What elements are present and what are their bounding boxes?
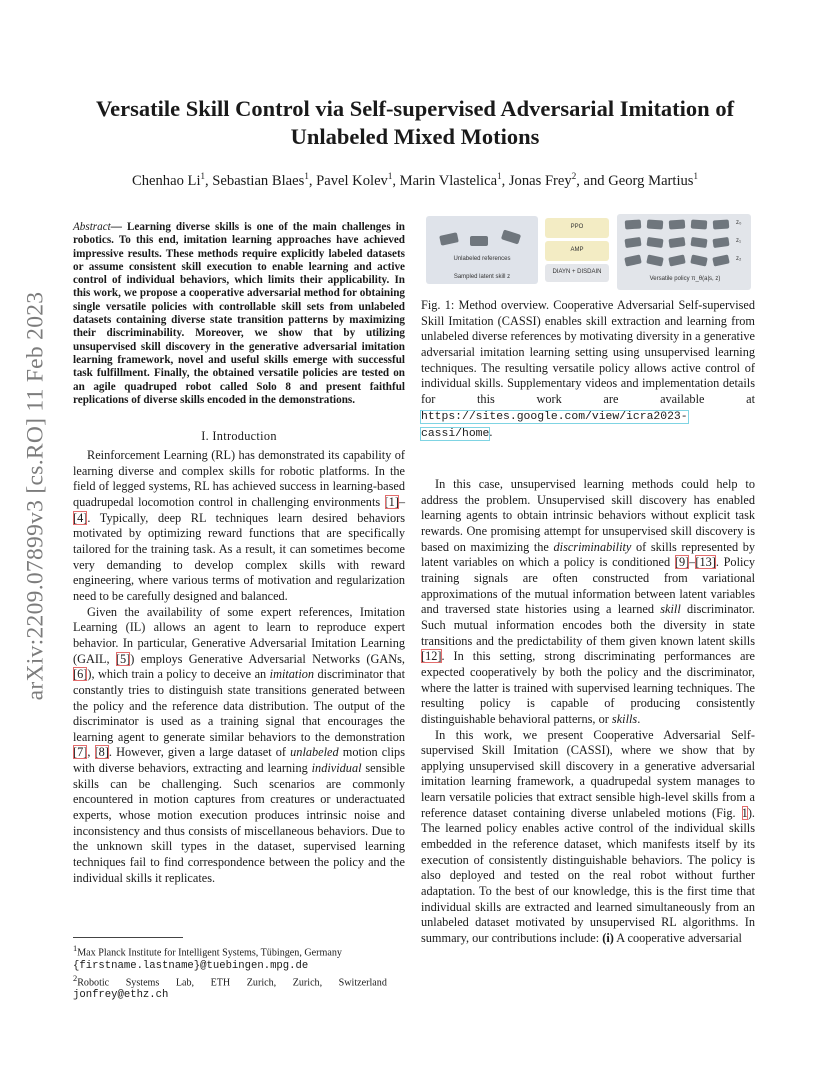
figure-ppo-box	[545, 218, 609, 238]
supplementary-url-link[interactable]: https://sites.google.com/view/icra2023-cassi/home	[421, 410, 688, 441]
figure-caption	[421, 298, 755, 443]
emphasis-text: individual	[311, 761, 362, 776]
footnotes	[73, 943, 405, 1002]
citation-link[interactable]: [12]	[421, 649, 442, 664]
paragraph-text: –	[398, 494, 405, 509]
robot-icon	[691, 219, 708, 229]
paragraph-text: ,	[87, 745, 95, 760]
figure-amp-box	[545, 241, 609, 261]
abstract-text: — Learning diverse skills is one of the main challenges in robotics. To this end, imitation learning approaches have achieved impressive results. These methods require explicitly labeled datasets or assume consistent skill execution to enable learning and active control of individual behaviors, which limits their applicability. In this work, we propose a cooperative adversarial method for obtaining single versatile policies with controllable skill sets from unlabeled datasets containing diverse state transition patterns by maximizing their discriminability. Moreover, we show that by utilizing unsupervised skill discovery in the generative adversarial imitation learning framework, novel and useful skills emerge with successful task fulfillment. Finally, the obtained versatile policies are tested on an agile quadruped robot called Solo 8 and present faithful replications of diverse skills encoded in the demonstrations.	[73, 221, 405, 406]
author-affiliation-mark: 1	[304, 171, 309, 181]
emphasis-text: skill	[660, 602, 681, 617]
paragraph-text: A cooperative adversarial	[613, 931, 742, 946]
robot-icon	[647, 219, 664, 229]
footnote-2-mark: 2	[73, 973, 78, 983]
author-affiliation-mark: 1	[387, 171, 393, 181]
author-affiliation-mark: 2	[571, 171, 577, 181]
paragraph-text: Reinforcement Learning (RL) has demonstrated its capability of learning diverse and complex skills for robotic platforms. In the field of legged systems, RL has achieved success in learning-based quadrupedal locomotion control in challenging environments	[73, 448, 405, 509]
citation-link[interactable]: [4]	[73, 510, 88, 525]
robot-icon	[470, 236, 488, 246]
paragraph-text: . However, given a large dataset of	[108, 745, 291, 760]
body-paragraph	[421, 477, 755, 728]
paragraph-text: –	[689, 555, 696, 570]
footnote-1-affiliation: Max Planck Institute for Intelligent Systems, Tübingen, Germany	[77, 947, 342, 959]
right-column-body	[421, 477, 755, 947]
paragraph-text: . Typically, deep RL techniques learn desired behaviors motivated by optimizing reward functions that are specifically tailored for the training task. As a result, it can sometimes become very demanding to develop complex skills with reward engineering, where various terms of motivation and regularization need to be carefully designed and balanced.	[73, 510, 405, 603]
emphasis-text: skills	[611, 711, 638, 726]
citation-link[interactable]: [5]	[115, 651, 131, 666]
paragraph-text: sensible skills can be challenging. Such scenarios are commonly encountered in motion captures from creatures or underactuated experts, whose motion execution produces intrinsic noise and inconsistency and thus consists of miscellaneous behaviors. Due to the unknown skill types in the dataset, supervised learning techniques fail to find correspondence between the policy and the individual skills it replicates.	[73, 761, 405, 885]
paragraph-text: ) employs Generative Adversarial Networks (GANs,	[130, 651, 405, 666]
emphasis-text: imitation	[269, 667, 315, 682]
paragraph-text: ), which train a policy to deceive an	[87, 667, 270, 682]
figure-diayn-box	[545, 264, 609, 282]
arxiv-identifier: arXiv:2209.07899v3 [cs.RO] 11 Feb 2023	[22, 291, 49, 701]
abstract-lead: Abstract	[73, 221, 111, 233]
citation-link[interactable]: 1	[741, 805, 748, 820]
robot-icon	[690, 237, 707, 248]
robot-icon	[668, 237, 685, 248]
figure-label-policy: Versatile policy π_θ(a|s, z)	[649, 276, 721, 282]
paragraph-text: . In this setting, strong discriminating performances are expected cooperatively by both the policy and the discriminator, where the latter is trained with supervised learning techniques. The resulting policy is capable of producing consistently distinguishable behavioral patterns, or	[421, 649, 755, 726]
robot-icon	[624, 237, 641, 248]
robot-icon	[646, 237, 663, 248]
arxiv-stamp	[10, 286, 62, 706]
robot-icon	[669, 219, 686, 229]
figure-label-amp: AMP	[570, 247, 584, 253]
author-affiliation-mark: 1	[200, 171, 205, 181]
section-heading-introduction: I. Introduction	[201, 429, 277, 443]
author-name: Sebastian Blaes	[212, 172, 305, 189]
robot-icon	[712, 254, 730, 266]
footnote-2	[73, 973, 405, 1002]
paragraph-text: .	[489, 425, 493, 440]
footnote-1-email: {firstname.lastname}@tuebingen.mpg.de	[73, 959, 309, 972]
footnote-2-affiliation: Robotic Systems Lab, ETH Zurich, Zurich, Switzerland	[77, 977, 387, 989]
paragraph-text: In this work, we present Cooperative Adversarial Self-supervised Skill Imitation (CASSI), where we show that by applying unsupervised skill discovery in a generative adversarial imitation learning framework, a quadrupedal system manages to learn versatile policies that extract sensible high-level skills from a reference dataset containing diverse unlabeled motions (Fig.	[421, 727, 755, 820]
emphasis-text: unlabeled	[290, 745, 339, 760]
robot-icon	[668, 254, 686, 266]
robot-icon	[690, 254, 708, 266]
footnote-2-email: jonfrey@ethz.ch	[73, 989, 169, 1002]
robot-icon	[624, 254, 642, 266]
paragraph-text: Given the availability of some expert references, Imitation Learning (IL) allows an agent to learn to reproduce expert behavior. In particular, Generative Adversarial Imitation Learning (GAIL,	[73, 604, 405, 666]
citation-link[interactable]: [13]	[695, 555, 716, 570]
robot-icon	[712, 237, 729, 248]
author-name: Chenhao Li	[132, 172, 201, 189]
abstract	[73, 221, 405, 407]
author-affiliation-mark: 1	[497, 171, 502, 181]
footnote-1	[73, 943, 405, 972]
strong-text: (i)	[602, 931, 614, 946]
body-paragraph	[73, 605, 405, 887]
author-name: Georg Martius	[608, 172, 694, 189]
citation-link[interactable]: [7]	[73, 745, 88, 760]
figure-method-overview	[421, 210, 755, 292]
author-affiliation-mark: 1	[693, 171, 698, 181]
paragraph-text: discriminator. Such mutual information encodes both the diversity in state transitions and the predictability of them given known latent skills	[421, 602, 755, 648]
robot-icon	[646, 254, 664, 266]
author-name: Jonas Frey	[508, 172, 572, 189]
paper-title: Versatile Skill Control via Self-supervised Adversarial Imitation of Unlabeled Mixed Motions	[95, 96, 735, 149]
footnote-1-mark: 1	[73, 944, 78, 953]
robot-icon	[625, 219, 642, 229]
figure-label-ppo: PPO	[570, 224, 584, 230]
paragraph-text: . Policy training signals are often constructed from variational approximations of the mutual information between latent variables and traversed state histories using a learned	[421, 555, 756, 617]
paragraph-text: In this case, unsupervised learning methods could help to address the problem. Unsupervised skill discovery has enabled learning agents to obtain intrinsic behaviors without explicit task rewards. One promising attempt for unsupervised skill discovery is based on maximizing the	[421, 477, 755, 554]
citation-link[interactable]: [9]	[674, 555, 690, 570]
author-name: Pavel Kolev	[316, 172, 388, 189]
paragraph-text: ). The learned policy enables active control of the individual skills embedded in the reference dataset, which manifests itself by its execution of consistently distinguishable behaviors. The policy is also deployed and tested on the real robot without further adaptation. To the best of our knowledge, this is the first time that individual skills are extracted and learned simultaneously from an unlabeled dataset motivated by unsupervised RL algorithms. In summary, our contributions include:	[421, 805, 755, 946]
paragraph-text: Fig. 1: Method overview. Cooperative Adversarial Self-supervised Skill Imitation (CASSI) enables skill extraction and learning from unlabeled diverse references by motivating diversity in a generative adversarial imitation learning setting using unsupervised learning techniques. The resulting versatile policy allows active control of individual skills. Supplementary videos and implementation details for this work are available at	[421, 298, 755, 406]
robot-icon	[501, 229, 521, 244]
citation-link[interactable]: [6]	[73, 667, 88, 682]
citation-link[interactable]: [8]	[94, 745, 109, 760]
emphasis-text: discriminability	[553, 539, 632, 554]
figure-label-z2: z₂	[736, 256, 742, 262]
robot-icon	[713, 219, 730, 229]
author-list: Chenhao Li$^1$, Sebastian Blaes$^1$, Pavel Kolev$^1$, Marin Vlastelica$^1$, Jonas Frey$^2$, and Georg Martius$^1$	[132, 171, 698, 189]
left-column-body	[73, 448, 405, 886]
figure-label-z0: z₀	[736, 220, 742, 226]
figure-label-z1: z₁	[736, 238, 742, 244]
footnote-rule	[73, 937, 183, 938]
figure-label-diayn: DIAYN + DISDAIN	[552, 269, 602, 275]
author-name: Marin Vlastelica	[399, 172, 498, 189]
paragraph-text: of skills represented by latent variables on which a policy is conditioned	[421, 539, 755, 570]
figure-policy-panel	[617, 214, 751, 290]
robot-icon	[439, 232, 459, 246]
figure-label-sampled: Sampled latent skill z	[453, 274, 511, 280]
figure-label-unlabeled: Unlabeled references	[453, 256, 511, 262]
paragraph-text: discriminator that constantly tries to distinguish state transitions generated between the policy and the reference data distribution. The output of the discriminator is used as a training signal that encourages the learning agent to generate similar behaviors to the demonstration	[73, 667, 405, 744]
body-paragraph	[421, 728, 755, 947]
figure-unlabeled-panel	[426, 216, 538, 284]
body-paragraph	[73, 448, 405, 605]
citation-link[interactable]: [1]	[384, 494, 399, 509]
paragraph-text: motion clips with diverse behaviors, extracting and learning	[73, 745, 405, 776]
paragraph-text: .	[637, 711, 641, 726]
